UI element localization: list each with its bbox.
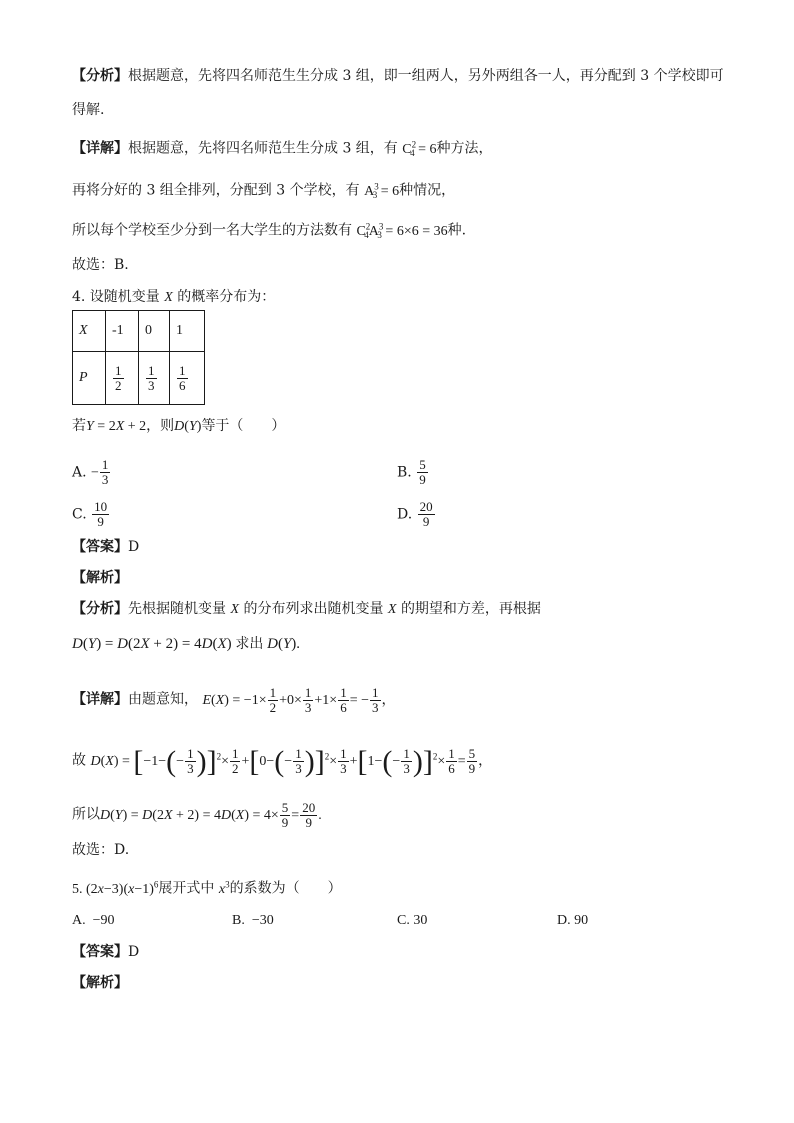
cond-end: 等于（ ） (201, 418, 286, 434)
analysis-line-2: 得解. (72, 102, 105, 118)
q4-option-a: A. − $\frac{1}{3}$ (72, 457, 109, 487)
q5-expression: 5. $(2x-3)(x-1)^6$ (72, 879, 159, 897)
q4-stem-pre: 4. 设随机变量 (72, 289, 160, 305)
option-label: D. (397, 506, 413, 523)
q5-term: $x^3$ (218, 879, 230, 897)
q4-variance (72, 746, 492, 776)
option-label: B. (397, 464, 412, 481)
q5-stem (72, 874, 342, 900)
answer-value: D (128, 539, 140, 555)
fenxi-tag: 【分析】 (72, 601, 128, 617)
answer-value: D (128, 944, 140, 960)
detail-text-1b: 种方法， (436, 140, 493, 157)
choice-prev: 故选：B. (72, 257, 129, 273)
q4-option-b: B. $\frac{5}{9}$ (397, 457, 426, 487)
detail-tag: 【详解】 (72, 140, 128, 157)
probability-table (72, 310, 205, 405)
q4-result (72, 801, 322, 830)
q4-condition (72, 416, 285, 437)
detail-text-2a: 再将分好的 3 组全排列，分配到 3 个学校，有 (72, 182, 360, 199)
q4-option-d: D. $\frac{20}{9}$ (397, 499, 433, 529)
cond-post: ，则 (146, 418, 175, 434)
xiangjie-tag: 【详解】 (72, 691, 128, 708)
fenxi-line2-mid: 求出 (235, 636, 264, 652)
gu-text: 故 (72, 752, 86, 769)
q5-option-a: A. −90 (72, 913, 115, 928)
q4-choice: 故选：D. (72, 842, 130, 858)
cond-pre: 若 (72, 418, 86, 434)
detail-line-1 (72, 134, 493, 163)
analysis-tag: 【分析】 (72, 68, 128, 84)
q5-stem-end: 的系数为（ ） (229, 880, 342, 897)
table-p-value: $\frac{1}{3}$ (139, 352, 170, 405)
q5-stem-post: 展开式中 (158, 880, 215, 897)
table-x-value: -1 (106, 311, 139, 352)
option-label: C. (72, 506, 87, 523)
result-formula: D(Y) = D(2X + 2) = 4D(X) = 4× $\frac{5}{9}$ = $\frac{20}{9}$ . (100, 800, 322, 830)
table-p-value: $\frac{1}{2}$ (106, 352, 139, 405)
fenxi-pre: 先根据随机变量 (128, 601, 226, 617)
formula-c42: $C^2_4 = 6$ (402, 139, 437, 159)
suoyi-text: 所以 (72, 806, 100, 823)
analysis-text-1: 根据题意，先将四名师范生生分成 3 组，即一组两人，另外两组各一人，再分配到 3 个学校即可 (128, 68, 724, 84)
answer-tag: 【答案】 (72, 539, 128, 555)
detail-line-2 (72, 176, 455, 205)
q4-stem-post: 的概率分布为： (177, 289, 276, 305)
option-sign: − (91, 465, 99, 481)
q4-fenxi-line2: D(Y) = D(2X + 2) = 4D(X) 求出 D(Y). (72, 636, 301, 652)
table-x-label: X (73, 311, 106, 352)
answer-tag: 【答案】 (72, 944, 128, 960)
detail-text-3b: 种. (447, 222, 467, 239)
xiangjie-pre: 由题意知， (128, 691, 198, 708)
fenxi-post: 的期望和方差，再根据 (400, 601, 541, 617)
analysis-line-1 (72, 66, 724, 86)
q5-option-c: C. 30 (397, 913, 428, 928)
detail-line-3 (72, 216, 466, 245)
formula-count: $C^2_4A^3_3 = 6\times 6 = 36$ (356, 221, 448, 241)
q5-jiexi-tag: 【解析】 (72, 975, 128, 991)
q5-answer (72, 942, 139, 962)
q4-option-c: C. $\frac{10}{9}$ (72, 499, 108, 529)
detail-text-3a: 所以每个学校至少分到一名大学生的方法数有 (72, 222, 352, 239)
formula-a33: $A^3_3 = 6$ (364, 181, 400, 201)
expectation-formula: E(X) = −1× $\frac{1}{2}$ +0× $\frac{1}{3}$ +1× $\frac{1}{6}$ = − $\frac{1}{3}$ ， (202, 685, 396, 715)
table-x-value: 1 (170, 311, 205, 352)
table-p-label: P (73, 352, 106, 405)
q5-option-d: D. 90 (557, 913, 589, 928)
dy-formula: D(Y) (174, 419, 202, 434)
table-x-value: 0 (139, 311, 170, 352)
q4-answer (72, 537, 139, 557)
table-p-value: $\frac{1}{6}$ (170, 352, 205, 405)
q4-stem: 4. 设随机变量 X 的概率分布为： (72, 289, 276, 305)
detail-text-2b: 种情况， (399, 182, 456, 199)
variance-formula: D(X) = [−1−(− $\frac{1}{3}$ )]$^2$× $\frac{1}{2}$ +[0−(− $\frac{1}{3}$ )]$^2$× $\frac{1}{3}$ +[1−(− $\frac{1}{3}$ )]$^2$× $\frac{1}{6}$ = $\frac{5}{9}$ ， (90, 744, 493, 778)
fenxi-mid: 的分布列求出随机变量 (243, 601, 384, 617)
q4-expectation (72, 686, 396, 715)
detail-text-1a: 根据题意，先将四名师范生生分成 3 组，有 (128, 140, 398, 157)
q4-jiexi-tag: 【解析】 (72, 570, 128, 586)
cond-formula: Y = 2X + 2 (86, 419, 147, 434)
q5-option-b: B. −30 (232, 913, 274, 928)
q4-fenxi: 【分析】先根据随机变量 X 的分布列求出随机变量 X 的期望和方差，再根据 (72, 601, 541, 617)
option-label: A. (72, 464, 87, 481)
